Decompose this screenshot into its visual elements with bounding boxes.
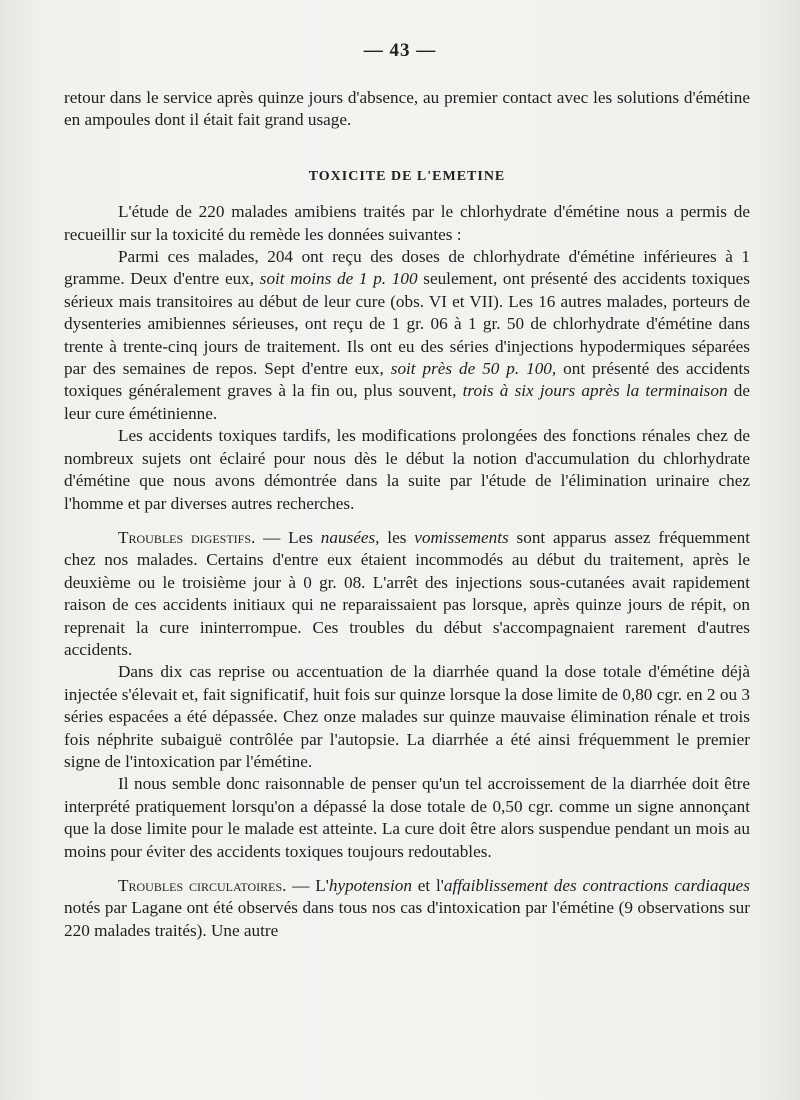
p7-text-3: notés par Lagane ont été observés dans tous nos cas d'intoxication par l'émétine (9 observations sur 220 malades traités). Une autre xyxy=(64,898,750,940)
p7-text-2: et l' xyxy=(411,876,444,895)
section-heading: TOXICITE DE L'EMETINE xyxy=(308,168,506,184)
p4-text-1: — Les xyxy=(255,527,321,547)
p2-emphasis-3: trois à six jours après la terminaison xyxy=(462,381,728,401)
intro-paragraph: retour dans le service après quinze jours d'absence, au premier contact avec les solutions d'émétine en ampoules dont il était fait grand usage. xyxy=(64,88,750,130)
p4-text-2: les xyxy=(379,527,415,547)
paragraph-6: Il nous semble donc raisonnable de penser qu'un tel accroissement de la diarrhée doit être interprété pratiquement lorsqu'on a dépassé la dose totale de 0,50 cgr. comme un signe annonçant que la dose limite pour le malade est atteinte. La cure doit être alors suspendue pendant un mois au moins pour éviter des accidents toxiques toujours redoutables. xyxy=(64,774,750,861)
p7-emphasis-2: affaiblissement des contractions cardiaques xyxy=(443,876,750,895)
p2-emphasis-1: soit moins de 1 p. 100 xyxy=(259,269,418,289)
p2-text-1: Parmi ces malades, 204 ont reçu des doses de chlorhydrate d'émétine inférieures à 1 gramme. Deux d'entre eux, xyxy=(64,247,750,289)
p2-text-2: seulement, ont présenté des accidents toxiques sérieux mais transitoires au début de leur cure (obs. VI et VII). Les 16 autres malades, porteurs de dysenteries amibiennes sérieuses, ont reçu de 1 gr. 06 à 1 gr. 50 de chlorhydrate d'émétine dans trente à trente-cinq jours de traitement. Ils ont eu des séries d'injections hypodermiques séparées par des semaines de repos. Sept d'entre eux, xyxy=(64,269,750,379)
p4-text-3: sont apparus assez fréquemment chez nos malades. Certains d'entre eux étaient incommodés au début du traitement, après le deuxième ou le troisième jour à 0 gr. 08. L'arrêt des injections sous-cutanées avait rapidement raison de ces accidents initiaux qui ne reparaissaient pas lorsque, après quinze jours de répit, on reprenait la cure ininterrompue. Ces troubles du début s'accompagnaient rarement d'autres accidents. xyxy=(64,527,750,659)
paragraph-1: L'étude de 220 malades amibiens traités par le chlorhydrate d'émétine nous a permis de recueillir sur la toxicité du remède les données suivantes : xyxy=(64,202,750,244)
p4-emphasis-2: vomissements xyxy=(414,527,509,547)
p2-emphasis-2: soit près de 50 p. 100, xyxy=(390,359,557,379)
paragraph-troubles-digestifs xyxy=(64,527,750,661)
p4-emphasis-1: nausées, xyxy=(320,527,380,547)
page-number: — 43 — xyxy=(363,40,437,61)
subsection-label-circulatoires: Troubles circulatoires. xyxy=(118,876,287,895)
paragraph-troubles-circulatoires xyxy=(64,875,750,942)
p2-text-3: ont présenté des accidents toxiques généralement graves à la fin ou, plus souvent, xyxy=(64,359,750,401)
paragraph-2 xyxy=(64,246,750,425)
paragraph-3: Les accidents toxiques tardifs, les modifications prolongées des fonctions rénales chez de nombreux sujets ont éclairé pour nous dès le début la notion d'accumulation du chlorhydrate d'émétine que nous avons démontrée dans la suite par l'étude de l'élimination urinaire chez l'homme et par diverses autres recherches. xyxy=(64,426,750,513)
paragraph-5: Dans dix cas reprise ou accentuation de la diarrhée quand la dose totale d'émétine déjà injectée s'élevait et, fait significatif, huit fois sur quinze lorsque la dose limite de 0,80 cgr. en 2 ou 3 séries espacées a été dépassée. Chez onze malades sur quinze mauvaise élimination rénale et trois fois néphrite subaiguë contrôlée par l'autopsie. La diarrhée a été ainsi fréquemment le premier signe de l'intoxication par l'émétine. xyxy=(64,662,750,771)
subsection-label-digestifs: Troubles digestifs. xyxy=(118,527,256,547)
p7-emphasis-1: hypotension xyxy=(328,876,412,895)
p2-text-4: de leur cure émétinienne. xyxy=(64,381,751,423)
p7-text-1: — L' xyxy=(286,876,329,895)
body-text xyxy=(64,87,750,942)
